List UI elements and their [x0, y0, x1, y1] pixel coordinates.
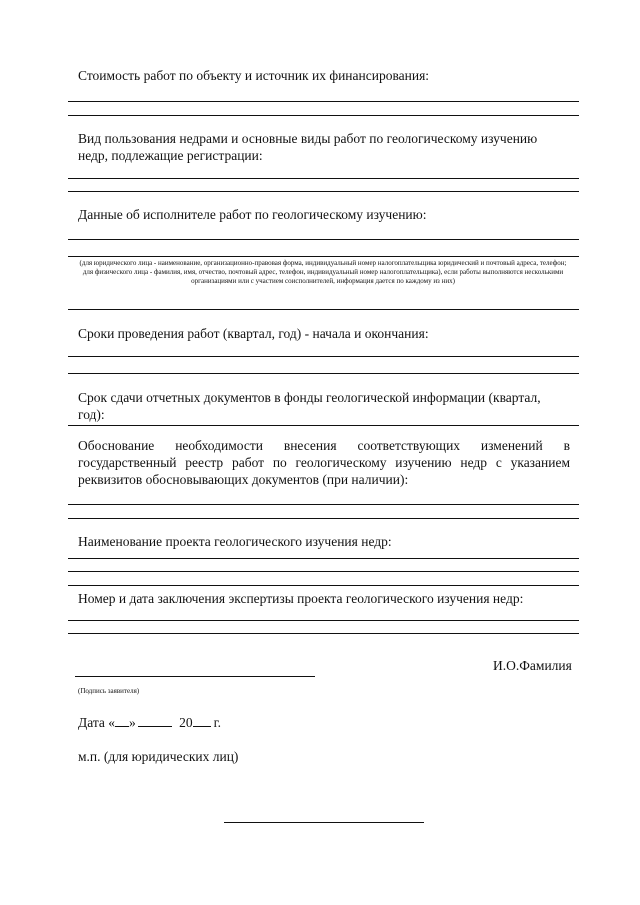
subsoil-use-line-1[interactable]: [68, 178, 579, 179]
project-name-line-3[interactable]: [68, 585, 579, 586]
contractor-label: Данные об исполнителе работ по геологическому изучению:: [78, 207, 427, 222]
stamp-label: м.п. (для юридических лиц): [78, 749, 239, 764]
date-label: Дата «: [78, 715, 116, 730]
cost-line-2[interactable]: [68, 115, 579, 116]
date-year-prefix: 20: [179, 715, 193, 730]
contractor-line-3[interactable]: [68, 309, 579, 310]
justification-line-2[interactable]: [68, 518, 579, 519]
project-name-line-2[interactable]: [68, 571, 579, 572]
signature-caption: (Подпись заявителя): [78, 687, 140, 695]
expertise-label: Номер и дата заключения экспертизы проекта геологического изучения недр:: [78, 591, 524, 606]
cost-label: Стоимость работ по объекту и источник их финансирования:: [78, 68, 430, 83]
date-close-quote: »: [129, 715, 136, 730]
cost-line-1[interactable]: [68, 101, 579, 102]
date-day-blank[interactable]: [115, 714, 129, 727]
subsoil-use-label: Вид пользования недрами и основные виды работ по геологическому изучению недр, подлежащие регистрации:: [78, 131, 538, 163]
bottom-line: [224, 822, 424, 823]
date-month-blank[interactable]: [138, 714, 172, 727]
signature-line[interactable]: [75, 676, 315, 677]
expertise-line-2[interactable]: [68, 633, 579, 634]
project-name-line-1[interactable]: [68, 558, 579, 559]
justification-label: Обоснование необходимости внесения соответствующих изменений в государственный реестр работ по геологическому изучению недр с указанием реквизитов обосновывающих документов (при наличии):: [78, 438, 570, 487]
terms-line-2[interactable]: [68, 373, 579, 374]
date-year-blank[interactable]: [193, 714, 211, 727]
contractor-line-2[interactable]: [68, 256, 579, 257]
expertise-line-1[interactable]: [68, 620, 579, 621]
date-row: [78, 714, 221, 731]
reports-deadline-label: Срок сдачи отчетных документов в фонды геологической информации (квартал, год):: [78, 390, 541, 422]
project-name-label: Наименование проекта геологического изучения недр:: [78, 534, 392, 549]
date-year-suffix: г.: [213, 715, 222, 730]
signatory-name: И.О.Фамилия: [493, 658, 572, 673]
terms-line-1[interactable]: [68, 356, 579, 357]
contractor-note: (для юридического лица - наименование, организационно-правовая форма, индивидуальный номер налогоплательщика юридический и почтовый адреса, телефон; для физического лица - фамилия, имя, отчество, почтовый адрес, телефон, индивидуальный номер налогоплательщика), если работы выполняются несколькими организациями или с участием соисполнителей, информация дается по каждому из них): [79, 259, 567, 285]
contractor-line-1[interactable]: [68, 239, 579, 240]
terms-label: Сроки проведения работ (квартал, год) - начала и окончания:: [78, 326, 429, 341]
subsoil-use-line-2[interactable]: [68, 191, 579, 192]
reports-deadline-line[interactable]: [68, 425, 579, 426]
justification-line-1[interactable]: [68, 504, 579, 505]
